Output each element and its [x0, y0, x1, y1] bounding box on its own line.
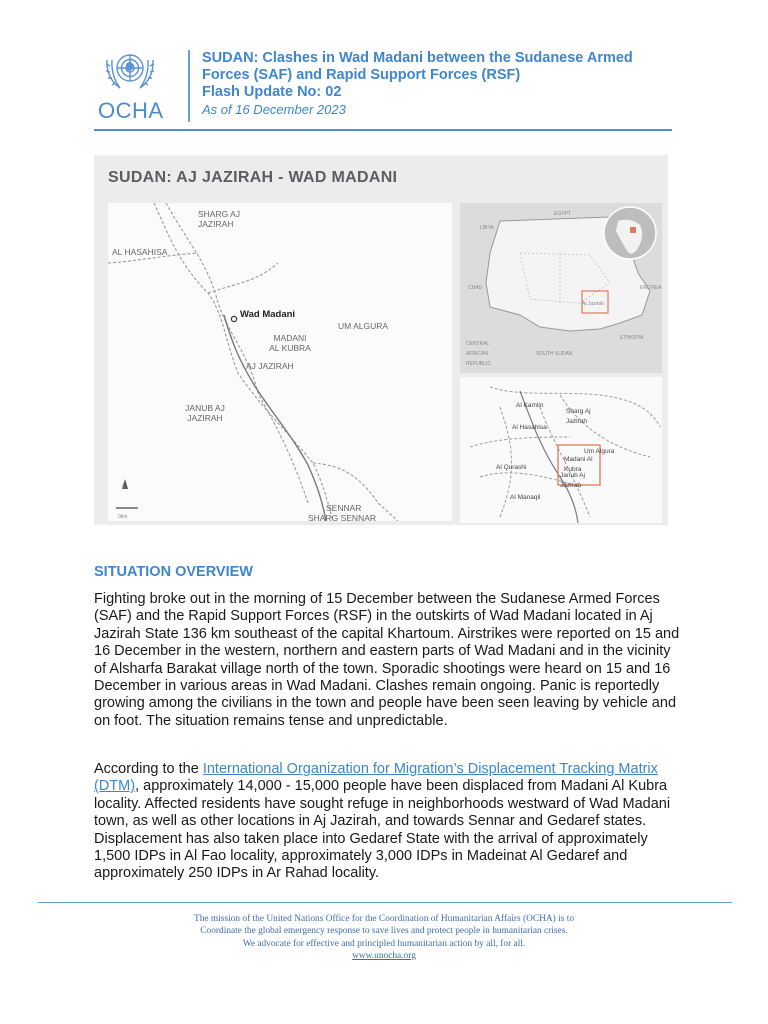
inset-label-ethiopia: ETHIOPIA [620, 335, 644, 341]
map-title: SUDAN: AJ JAZIRAH - WAD MADANI [108, 169, 398, 186]
label-sennar: SENNAR [326, 503, 362, 513]
label-sharg-aj-jazirah: SHARG AJ JAZIRAH [198, 209, 241, 229]
inset-label-car: CENTRAL AFRICAN REPUBLIC [466, 341, 492, 367]
dtm-link[interactable]: International Organization for Migration’s Displacement Tracking Matrix (DTM) [94, 761, 658, 795]
inset-label-south-sudan: SOUTH SUDAN [536, 351, 573, 357]
paragraph-rest: , approximately 14,000 - 15,000 people have been displaced from Madani Al Kubra locality. Affected residents have sought refuge in neighborhoods westward of Wad Madani town, as well as other locations in Aj Jazirah, and towards Sennar and Gedaref states. Displacement has also taken place into Gedaref State with the arrival of approximately 1,500 IDPs in Al Fao locality, approximately 3,000 IDPs in Madeinat Al Gedaref and approximately 250 IDPs in Ar Rahad locality. [94, 778, 671, 882]
inset2-label-um-algura: Um Algura [584, 448, 615, 455]
update-date: As of 16 December 2023 [202, 102, 346, 117]
footer-mission-line-3: We advocate for effective and principled humanitarian action by all, for all. [242, 938, 526, 949]
footer-mission-line-2: Coordinate the global emergency response to save lives and protect people in humanitarian crises. [200, 926, 568, 937]
label-wad-madani: Wad Madani [240, 309, 296, 320]
label-aj-jazirah: AJ JAZIRAH [246, 361, 294, 371]
paragraph-displacement [94, 761, 680, 883]
inset2-label-al-qurashi: Al Qurashi [496, 464, 527, 471]
inset2-label-al-manaqil: Al Manaqil [510, 494, 541, 501]
label-um-algura: UM ALGURA [338, 321, 389, 331]
section-heading-situation-overview: SITUATION OVERVIEW [94, 564, 253, 580]
inset2-label-sharg: Sharg Aj Jazirah [566, 408, 591, 425]
inset-label-aj-jazirah: Aj Jazirah [582, 301, 604, 307]
header-divider [188, 50, 190, 122]
paragraph-fighting: Fighting broke out in the morning of 15 December between the Sudanese Armed Forces (SAF) and the Rapid Support Forces (RSF) in the outskirts of Wad Madani located in Aj Jazirah State 136 km southeast of the capital Khartoum. Airstrikes were reported on 15 and 16 December in the western, northern and eastern parts of Wad Madani and in the vicinity of Alsharfa Barakat village north of the town. Sporadic shootings were heard on 15 and 16 December in various areas in Wad Madani. Clashes remain ongoing. Panic is reportedly growing among the civilians in the town and people have been seen leaving by vehicle and on foot. The situation remains tense and unpredictable. [94, 591, 680, 729]
north-arrow-label: N [122, 485, 126, 491]
footer-rule [38, 902, 732, 903]
paragraph-prefix: According to the [94, 761, 203, 777]
inset-label-eritrea: ERITREA [640, 285, 662, 291]
main-map [108, 203, 452, 521]
inset2-label-janub: Janub Aj Jazirah [560, 472, 585, 489]
inset-label-chad: CHAD [468, 285, 483, 291]
header-rule [94, 129, 672, 131]
inset-label-egypt: EGYPT [554, 211, 571, 217]
un-emblem-icon [102, 44, 158, 96]
flash-update-number: Flash Update No: 02 [202, 84, 342, 100]
scale-bar-label: 0km [118, 514, 128, 520]
title-line-1: SUDAN: Clashes in Wad Madani between the Sudanese Armed [202, 50, 633, 66]
label-janub-aj-jazirah: JANUB AJ JAZIRAH [185, 403, 225, 423]
footer [94, 913, 674, 963]
inset-label-libya: LIBYA [480, 225, 494, 231]
un-logo [94, 44, 178, 124]
aj-jazirah-inset-boundaries [460, 377, 662, 523]
ocha-wordmark: OCHA [98, 98, 164, 123]
footer-mission-line-1: The mission of the United Nations Office for the Coordination of Humanitarian Affairs (OCHA) is to [193, 914, 575, 924]
inset2-label-madani: Madani Al Kubra [564, 456, 593, 473]
label-sharg-sennar: SHARG SENNAR [308, 513, 377, 523]
map-figure [94, 155, 668, 525]
sudan-inset-map [460, 203, 662, 373]
label-al-hasahisa: AL HASAHISA [112, 247, 168, 257]
title-line-2: Forces (SAF) and Rapid Support Forces (RSF) [202, 67, 521, 83]
footer-website-link[interactable]: www.unocha.org [352, 951, 416, 962]
header-title-block [202, 50, 682, 118]
label-madani-al-kubra: MADANI AL KUBRA [269, 333, 311, 353]
inset2-label-al-hasahisa: Al Hasahisa [512, 424, 547, 431]
inset2-label-al-kamlin: Al Kamlin [516, 402, 544, 409]
document-header [94, 44, 672, 132]
aj-jazirah-inset-map [460, 377, 662, 523]
